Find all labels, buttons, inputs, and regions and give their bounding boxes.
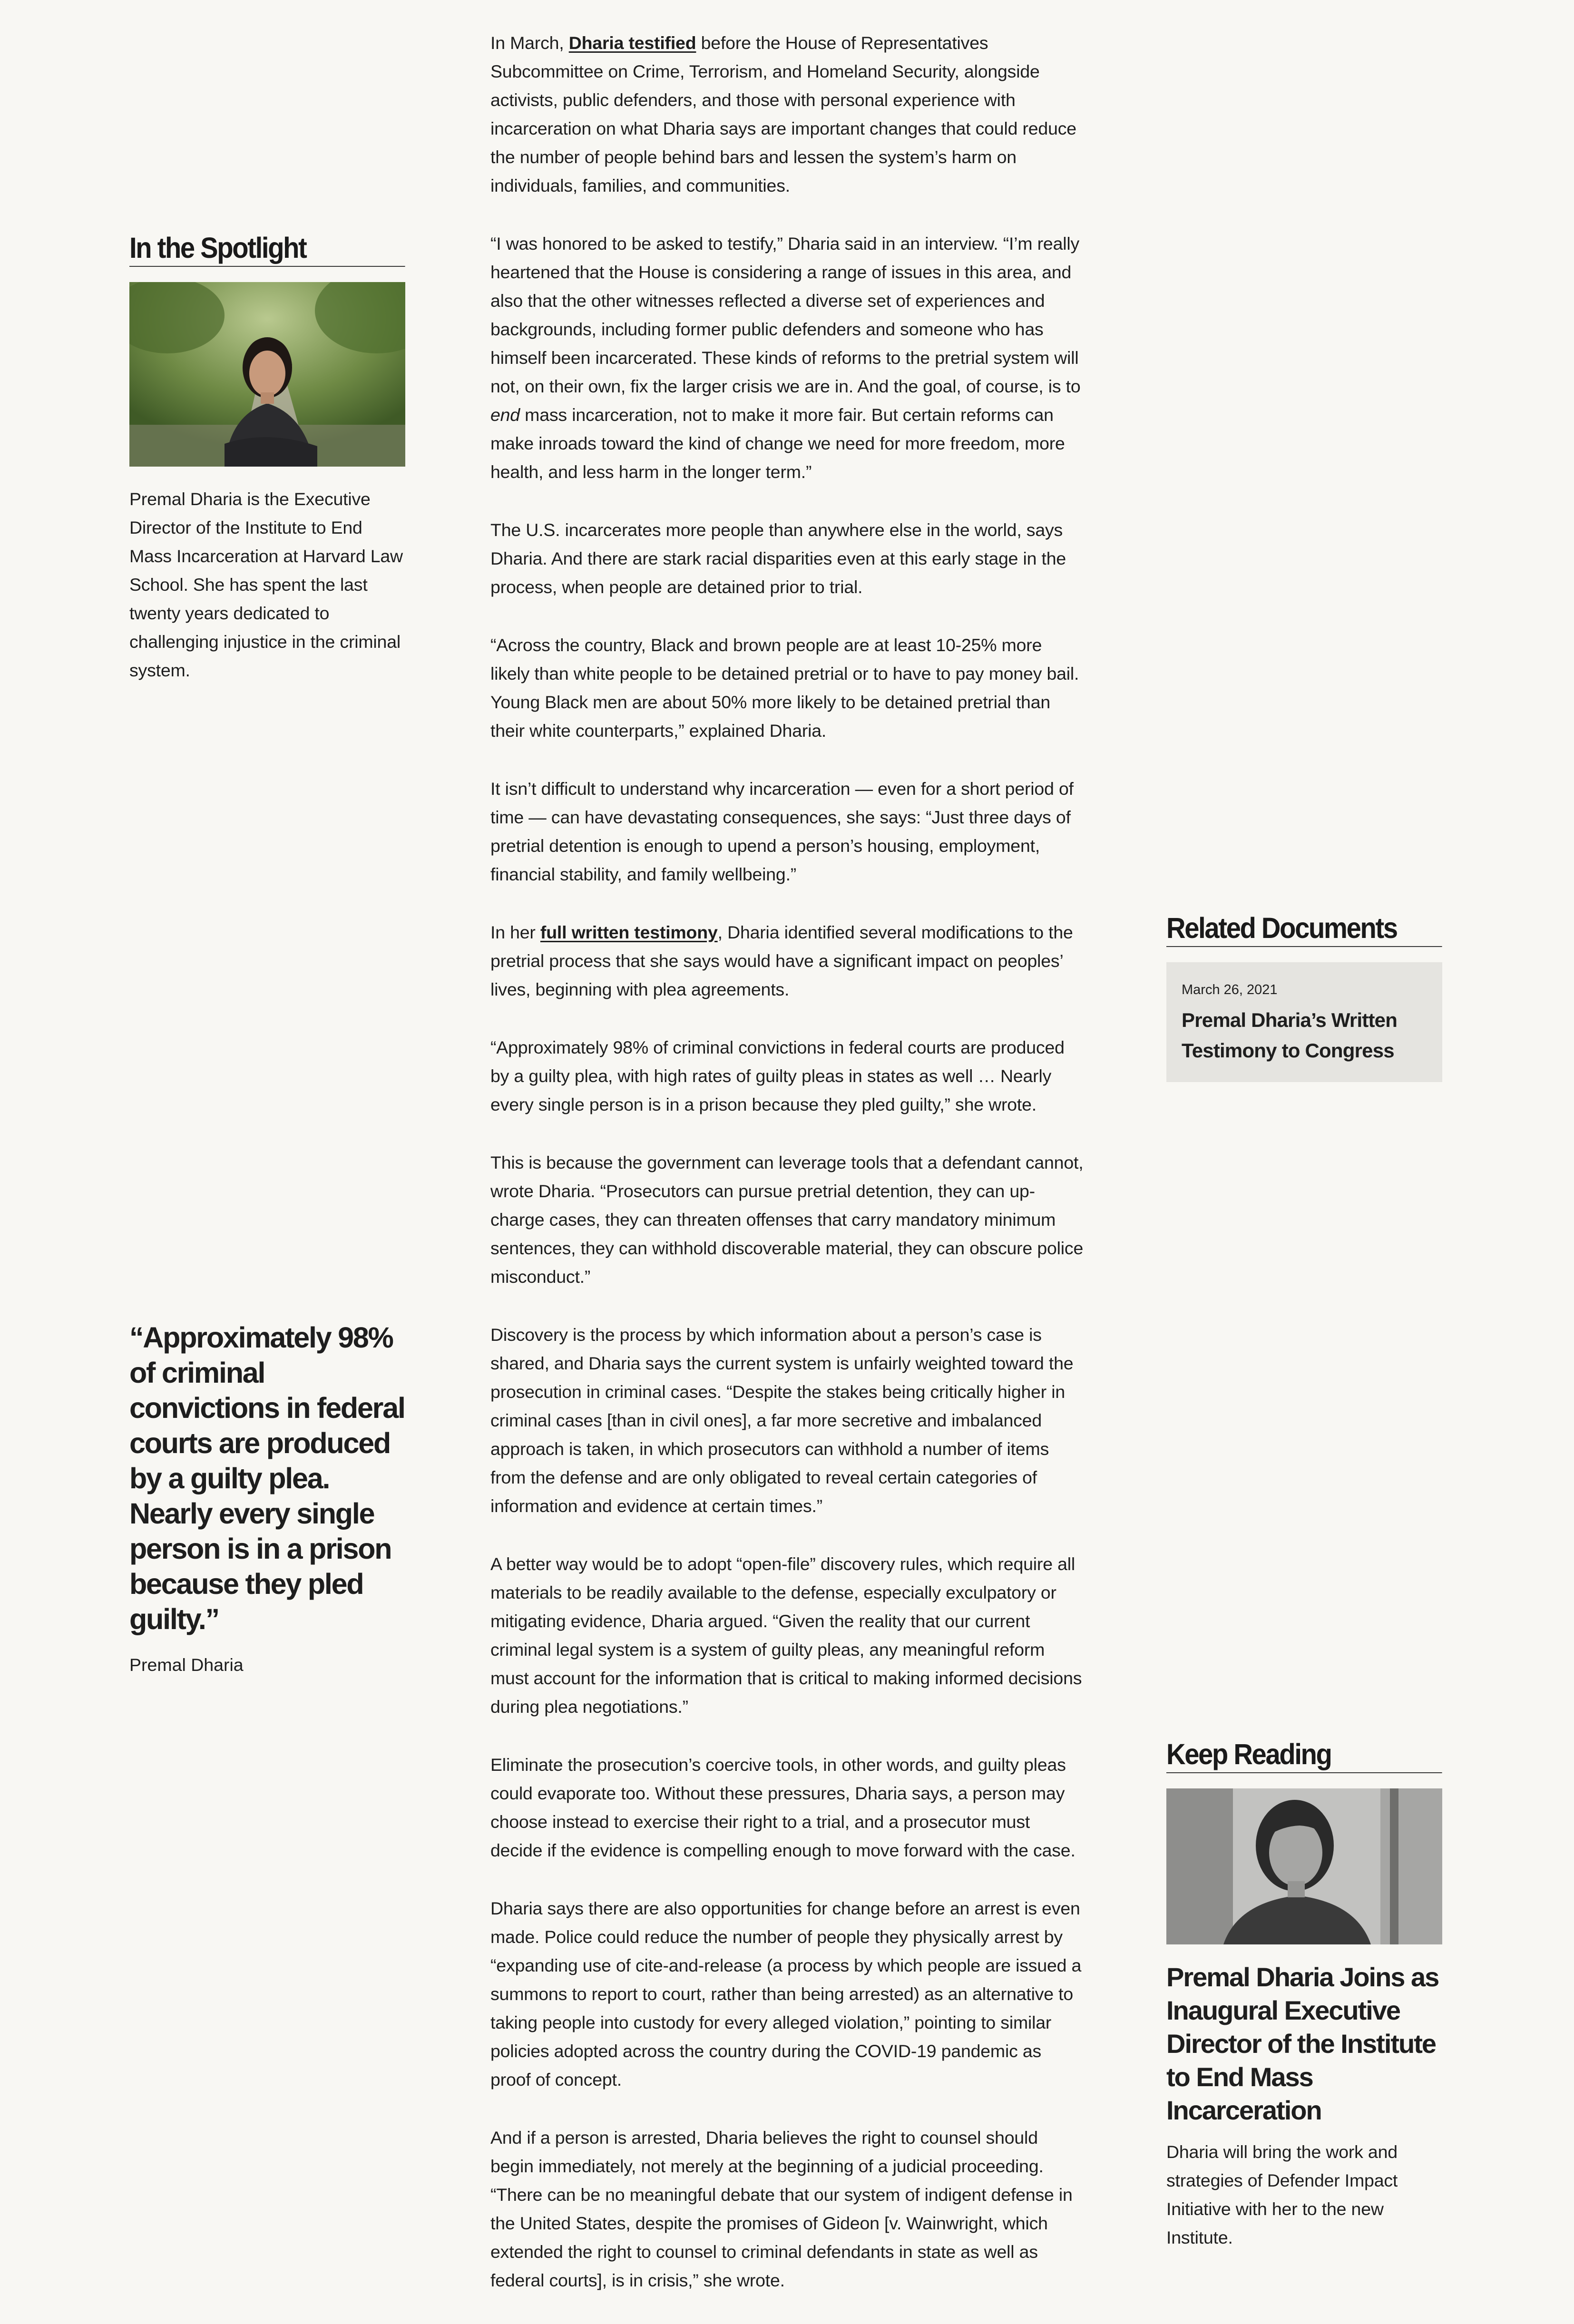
paragraph: “I was honored to be asked to testify,” Dharia said in an interview. “I’m really heartened that the House is considering a range of issues in this area, and also that the other witnesses reflected a diverse set of experiences and backgrounds, including former public defenders and someone who has himself been incarcerated. These kinds of reforms to the pretrial system will not, on their own, fix the larger crisis we are in. And the goal, of course, is to end mass incarceration, not to make it more fair. But certain reforms can make inroads toward the kind of change we need for more freedom, more health, and less harm in the longer term.” xyxy=(490,234,1081,482)
paragraph: A better way would be to adopt “open-file” discovery rules, which require all materials to be readily available to the defense, especially exculpatory or mitigating evidence, Dharia argued. “Given the reality that our current criminal legal system is a system of guilty pleas, any meaningful reform must account for the information that is critical to making informed decisions during plea negotiations.” xyxy=(490,1554,1082,1717)
paragraph: In her full written testimony, Dharia identified several modifications to the pretrial process that she says would have a significant impact on peoples’ lives, beginning with plea agreements. xyxy=(490,922,1073,999)
paragraph: The U.S. incarcerates more people than anywhere else in the world, says Dharia. And there are stark racial disparities even at this early stage in the process, when people are detained prior to trial. xyxy=(490,520,1066,597)
pull-quote xyxy=(129,1320,410,1677)
pull-quote-attribution: Premal Dharia xyxy=(129,1655,244,1675)
related-document-title[interactable]: Premal Dharia’s Written Testimony to Congress xyxy=(1182,1009,1398,1062)
paragraph: It isn’t difficult to understand why incarceration — even for a short period of time — can have devastating consequences, she says: “Just three days of pretrial detention is enough to upend a person’s housing, employment, financial stability, and family wellbeing.” xyxy=(490,779,1074,884)
paragraph: “Approximately 98% of criminal convictions in federal courts are produced by a guilty plea, with high rates of guilty pleas in states as well … Nearly every single person is in a prison because they pled guilty,” she wrote. xyxy=(490,1037,1065,1114)
paragraph: Dharia says there are also opportunities for change before an arrest is even made. Police could reduce the number of people they physically arrest by “expanding use of cite-and-release (a process by which people are issued a summons to report to court, rather than being arrested) as an alternative to taking people into custody for every alleged violation,” pointing to similar policies adopted across the country during the COVID-19 pandemic as proof of concept. xyxy=(490,1898,1082,2090)
related-document-date: March 26, 2021 xyxy=(1182,982,1278,997)
article-body xyxy=(490,29,1085,2324)
keep-reading-heading: Keep Reading xyxy=(1166,1737,1442,1773)
dharia-testified-link[interactable]: Dharia testified xyxy=(568,33,696,53)
paragraph: And if a person is arrested, Dharia believes the right to counsel should begin immediately, not merely at the beginning of a judicial proceeding. “There can be no meaningful debate that our system of indigent defense in the United States, despite the promises of Gideon [v. Wainwright, which extended the right to counsel to criminal defendants in state as well as federal courts], is in crisis,” she wrote. xyxy=(490,2128,1073,2290)
spotlight-heading: In the Spotlight xyxy=(129,231,405,267)
keep-reading xyxy=(1166,1737,1442,2252)
paragraph: “Across the country, Black and brown people are at least 10-25% more likely than white people to be detained pretrial or to have to pay money bail. Young Black men are about 50% more likely to be detained pretrial than their white counterparts,” explained Dharia. xyxy=(490,635,1079,741)
related-documents xyxy=(1166,911,1442,1082)
paragraph: This is because the government can leverage tools that a defendant cannot, wrote Dharia. “Prosecutors can pursue pretrial detention, they can up-charge cases, they can threaten offenses that carry mandatory minimum sentences, they can withhold discoverable material, they can obscure police misconduct.” xyxy=(490,1152,1084,1287)
full-written-testimony-link[interactable]: full written testimony xyxy=(540,922,718,942)
paragraph: Discovery is the process by which information about a person’s case is shared, and Dharia says the current system is unfairly weighted toward the prosecution in criminal cases. “Despite the stakes being critically higher in criminal cases [than in civil ones], a far more secretive and imbalanced approach is taken, in which prosecutors can withhold a number of items from the defense and are only obligated to reveal certain categories of information and evidence at certain times.” xyxy=(490,1325,1074,1516)
spotlight-photo xyxy=(129,282,405,467)
pull-quote-text: “Approximately 98% of criminal convictions in federal courts are produced by a guilty plea. Nearly every single person is in a prison because they pled guilty.” xyxy=(129,1321,405,1635)
keep-reading-dek: Dharia will bring the work and strategies of Defender Impact Initiative with her to the new Institute. xyxy=(1166,2142,1398,2247)
related-document-card[interactable] xyxy=(1166,962,1442,1082)
related-documents-heading: Related Documents xyxy=(1166,911,1442,947)
portrait-image xyxy=(1166,1788,1442,1944)
paragraph: Eliminate the prosecution’s coercive tools, in other words, and guilty pleas could evaporate too. Without these pressures, Dharia says, a person may choose instead to exercise their right to a trial, and a prosecutor must decide if the evidence is compelling enough to move forward with the case. xyxy=(490,1755,1075,1860)
portrait-image xyxy=(129,282,405,467)
keep-reading-title[interactable]: Premal Dharia Joins as Inaugural Executive Director of the Institute to End Mass Incarceration xyxy=(1166,1962,1439,2125)
paragraph: In March, Dharia testified before the House of Representatives Subcommittee on Crime, Terrorism, and Homeland Security, alongside activists, public defenders, and those with personal experience with incarceration on what Dharia says are important changes that could reduce the number of people behind bars and lessen the system’s harm on individuals, families, and communities. xyxy=(490,33,1076,195)
keep-reading-photo[interactable] xyxy=(1166,1788,1442,1944)
spotlight-sidebar xyxy=(129,231,405,684)
spotlight-bio: Premal Dharia is the Executive Director of the Institute to End Mass Incarceration at Harvard Law School. She has spent the last twenty years dedicated to challenging injustice in the criminal system. xyxy=(129,489,403,680)
